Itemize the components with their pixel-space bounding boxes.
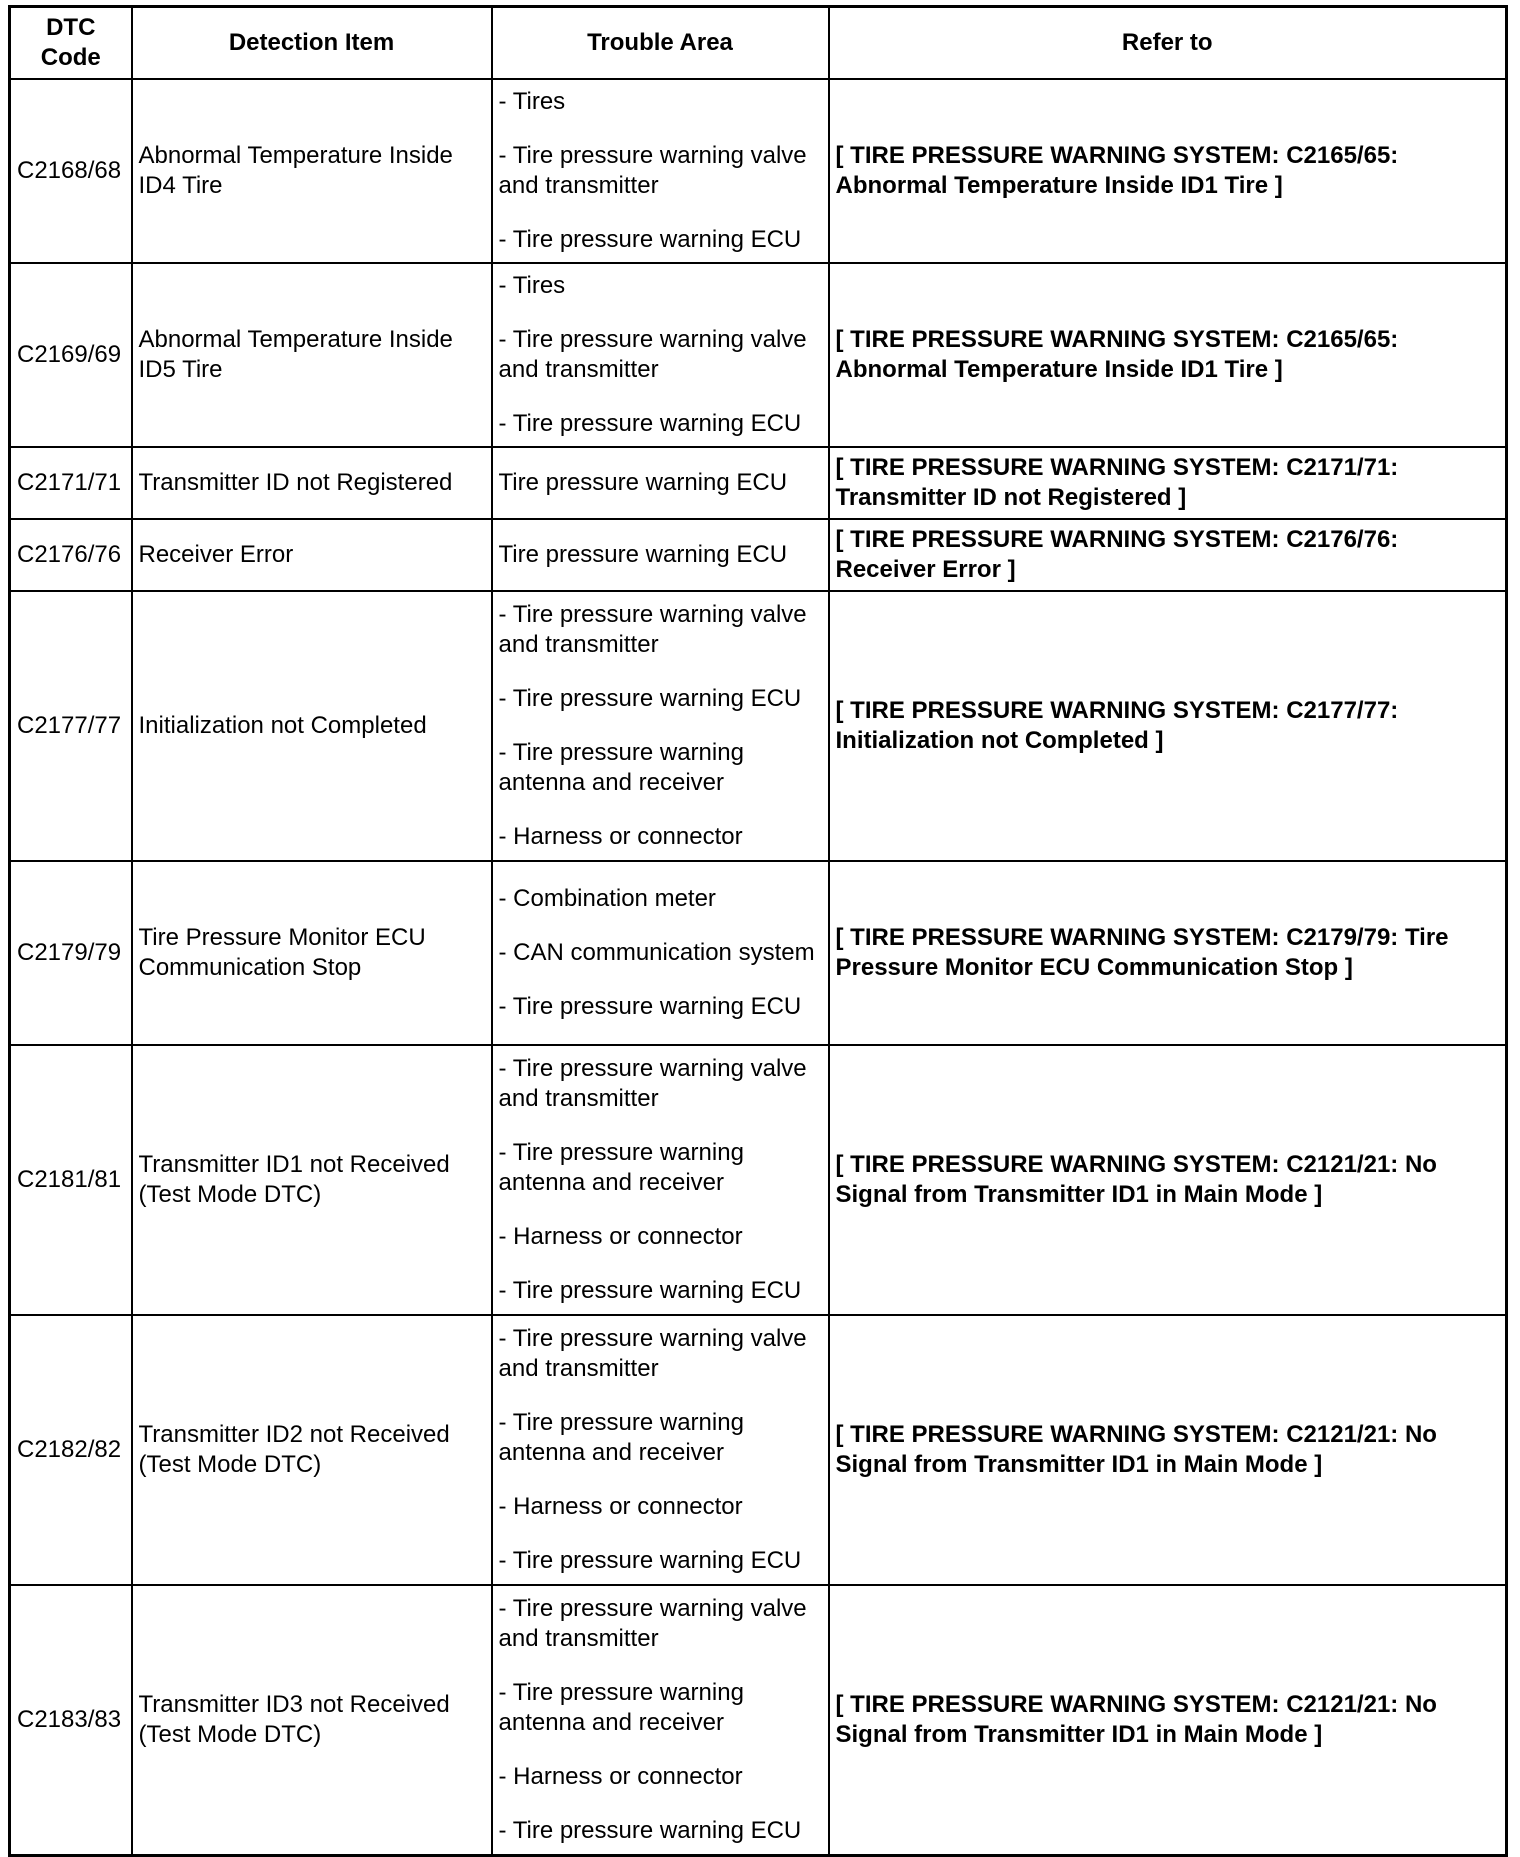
trouble-area-item: - Tire pressure warning valve and transmitter [498,601,807,658]
table-row [10,1045,1507,1315]
refer-to-link[interactable]: [ TIRE PRESSURE WARNING SYSTEM: C2176/76: Receiver Error ] [829,519,1507,591]
trouble-area-item: - Tire pressure warning antenna and receiver [498,1409,744,1466]
table-row [10,1585,1507,1855]
trouble-area-item: - Tire pressure warning valve and transmitter [498,1055,807,1112]
trouble-area-item: - Tire pressure warning ECU [498,1277,802,1304]
trouble-area-item: - Tire pressure warning ECU [498,993,802,1020]
trouble-area-item: - Tire pressure warning antenna and receiver [498,1678,744,1736]
dtc-code-cell: C2168/68 [10,79,132,263]
trouble-area-item: - Tires [498,272,566,299]
refer-to-link[interactable]: [ TIRE PRESSURE WARNING SYSTEM: C2121/21: No Signal from Transmitter ID1 in Main Mode ] [829,1585,1507,1855]
trouble-area-item: - Tire pressure warning ECU [498,226,802,253]
trouble-area-item: - Tire pressure warning ECU [498,1816,802,1844]
trouble-area-item: - Harness or connector [498,823,743,850]
refer-to-link[interactable]: [ TIRE PRESSURE WARNING SYSTEM: C2165/65: Abnormal Temperature Inside ID1 Tire ] [829,263,1507,447]
trouble-area-item: - Tire pressure warning valve and transmitter [498,326,807,383]
trouble-area-cell [492,1585,829,1855]
trouble-area-cell [492,1315,829,1585]
refer-to-link[interactable]: [ TIRE PRESSURE WARNING SYSTEM: C2121/21: No Signal from Transmitter ID1 in Main Mode ] [829,1315,1507,1585]
trouble-area-item: - Tire pressure warning ECU [498,410,802,437]
dtc-code-cell: C2169/69 [10,263,132,447]
detection-item-cell: Abnormal Temperature Inside ID4 Tire [132,79,492,263]
refer-to-link[interactable]: [ TIRE PRESSURE WARNING SYSTEM: C2121/21: No Signal from Transmitter ID1 in Main Mode ] [829,1045,1507,1315]
detection-item-cell: Receiver Error [132,519,492,591]
trouble-area-item: - Tires [498,88,566,115]
dtc-code-cell: C2176/76 [10,519,132,591]
header-dtc-code: DTC Code [10,7,132,80]
table-row [10,519,1507,591]
trouble-area-item: - CAN communication system [498,939,815,966]
table-row [10,79,1507,263]
trouble-area-item: - Harness or connector [498,1493,743,1520]
trouble-area-item: - Harness or connector [498,1223,743,1250]
table-row [10,1315,1507,1585]
trouble-area-item: Tire pressure warning ECU [498,541,788,568]
dtc-code-cell: C2179/79 [10,861,132,1045]
trouble-area-cell [492,79,829,263]
detection-item-cell: Transmitter ID3 not Received (Test Mode DTC) [132,1585,492,1855]
trouble-area-item: - Tire pressure warning valve and transmitter [498,142,807,199]
detection-item-cell: Transmitter ID1 not Received (Test Mode DTC) [132,1045,492,1315]
trouble-area-cell [492,447,829,519]
trouble-area-item: - Tire pressure warning valve and transmitter [498,1594,807,1652]
trouble-area-cell [492,861,829,1045]
detection-item-cell: Transmitter ID not Registered [132,447,492,519]
detection-item-cell: Transmitter ID2 not Received (Test Mode DTC) [132,1315,492,1585]
table-row [10,263,1507,447]
dtc-code-cell: C2171/71 [10,447,132,519]
table-body [10,79,1507,1855]
trouble-area-item: Tire pressure warning ECU [498,469,788,496]
dtc-code-cell: C2177/77 [10,591,132,861]
header-row [10,7,1507,80]
header-trouble-area: Trouble Area [492,7,829,80]
table-row [10,591,1507,861]
refer-to-link[interactable]: [ TIRE PRESSURE WARNING SYSTEM: C2171/71: Transmitter ID not Registered ] [829,447,1507,519]
table-row [10,861,1507,1045]
dtc-code-cell: C2181/81 [10,1045,132,1315]
trouble-area-item: - Tire pressure warning valve and transmitter [498,1325,807,1382]
detection-item-cell: Tire Pressure Monitor ECU Communication Stop [132,861,492,1045]
trouble-area-cell [492,1045,829,1315]
trouble-area-cell [492,519,829,591]
trouble-area-item: - Tire pressure warning ECU [498,1547,802,1574]
table-row [10,447,1507,519]
trouble-area-item: - Harness or connector [498,1762,743,1790]
header-detection-item: Detection Item [132,7,492,80]
refer-to-link[interactable]: [ TIRE PRESSURE WARNING SYSTEM: C2179/79: Tire Pressure Monitor ECU Communication Stop ] [829,861,1507,1045]
dtc-code-cell: C2183/83 [10,1585,132,1855]
table-header [10,7,1507,80]
detection-item-cell: Initialization not Completed [132,591,492,861]
trouble-area-item: - Tire pressure warning antenna and receiver [498,739,744,796]
trouble-area-item: - Tire pressure warning ECU [498,685,802,712]
header-refer-to: Refer to [829,7,1507,80]
refer-to-link[interactable]: [ TIRE PRESSURE WARNING SYSTEM: C2177/77: Initialization not Completed ] [829,591,1507,861]
trouble-area-cell [492,591,829,861]
dtc-code-cell: C2182/82 [10,1315,132,1585]
trouble-area-cell [492,263,829,447]
refer-to-link[interactable]: [ TIRE PRESSURE WARNING SYSTEM: C2165/65: Abnormal Temperature Inside ID1 Tire ] [829,79,1507,263]
trouble-area-item: - Combination meter [498,885,716,912]
detection-item-cell: Abnormal Temperature Inside ID5 Tire [132,263,492,447]
trouble-area-item: - Tire pressure warning antenna and receiver [498,1139,744,1196]
dtc-table [8,5,1508,1857]
